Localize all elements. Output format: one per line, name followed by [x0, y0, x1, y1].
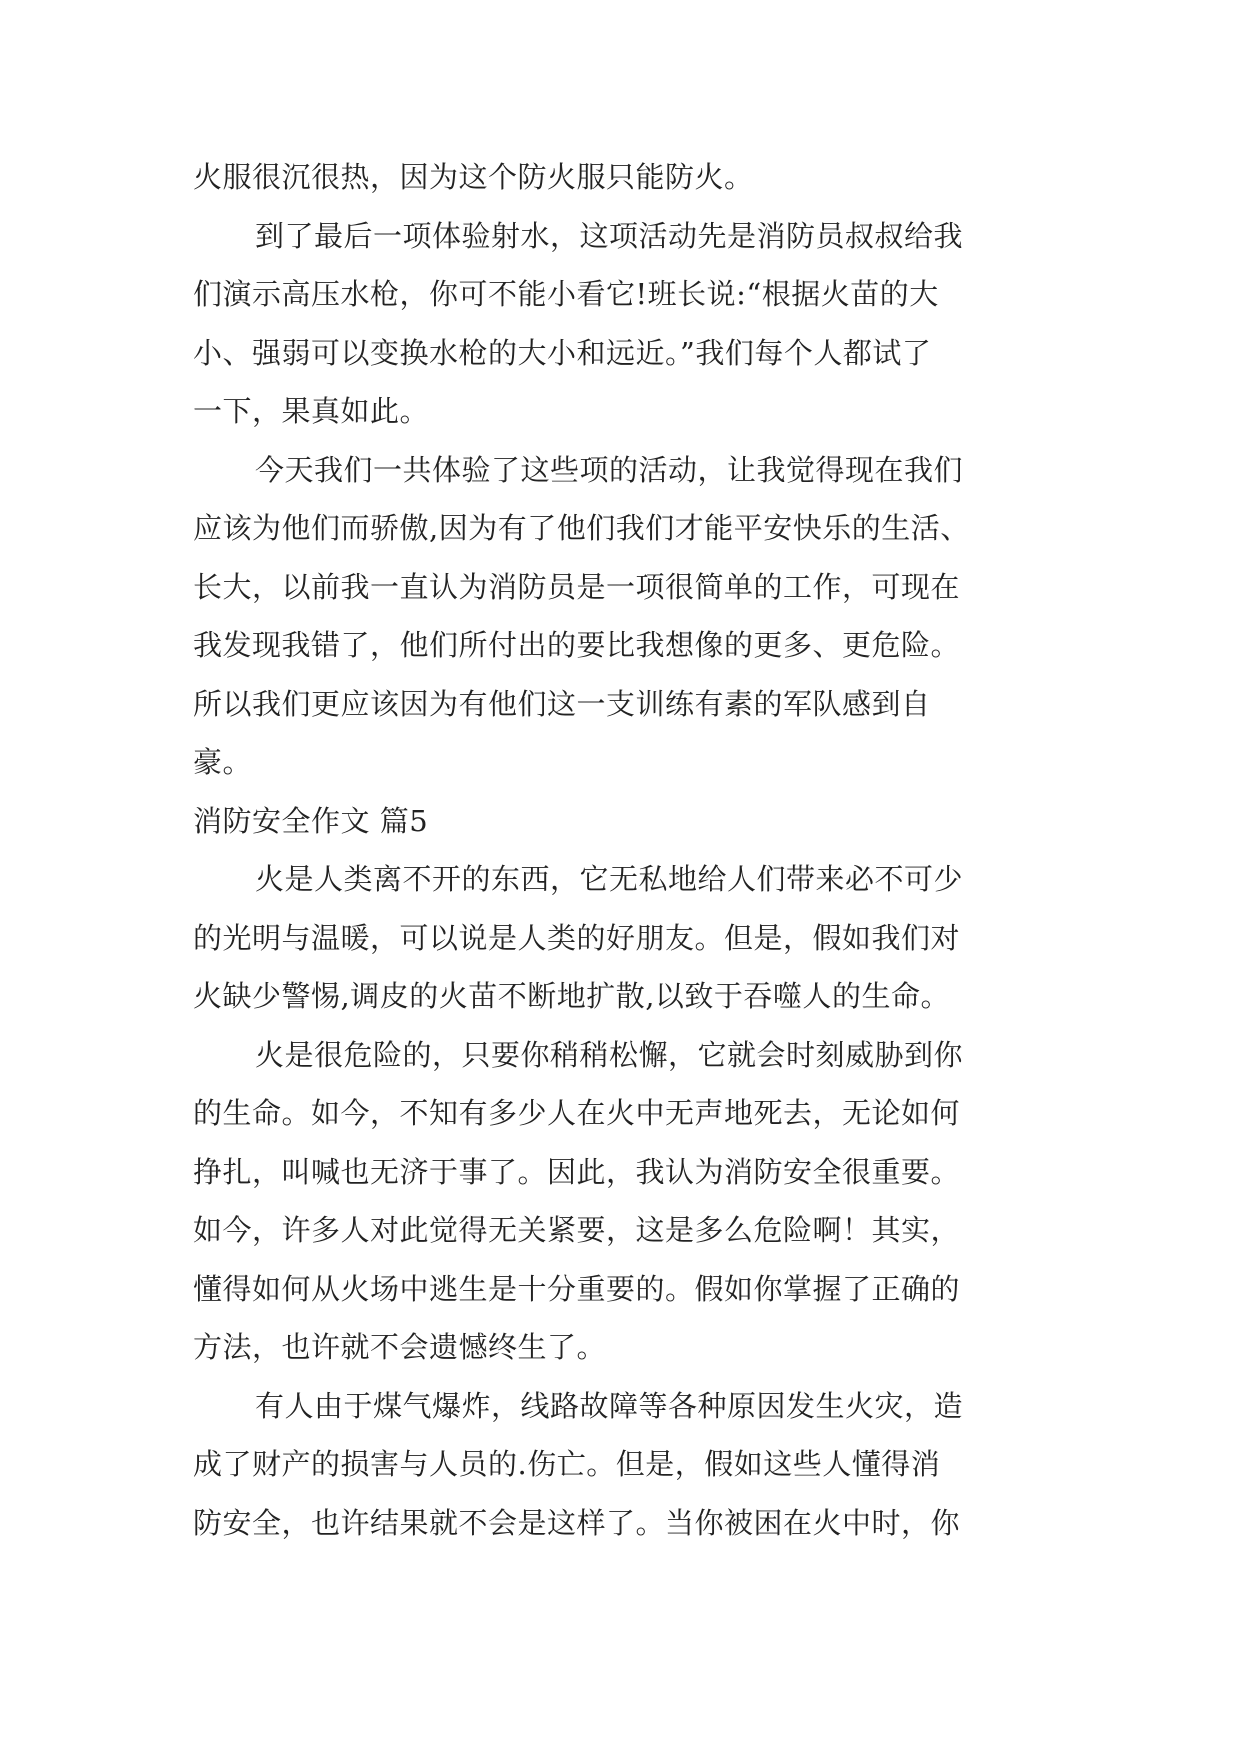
document-body [193, 148, 1063, 1552]
paragraph-first-line: 火是人类离不开的东西，它无私地给人们带来必不可少 [255, 862, 964, 896]
paragraph-first-line: 到了最后一项体验射水，这项活动先是消防员叔叔给我 [255, 218, 964, 253]
text-line: 长大，以前我一直认为消防员是一项很简单的工作，可现在 [193, 569, 961, 604]
text-line: 成了财产的损害与人员的.伤亡。但是，假如这些人懂得消 [193, 1447, 941, 1481]
text-line: 方法，也许就不会遗憾终生了。 [193, 1330, 607, 1364]
section-heading: 消防安全作文 篇5 [193, 803, 429, 838]
text-line: 懂得如何从火场中逃生是十分重要的。假如你掌握了正确的 [193, 1271, 961, 1306]
text-line: 的生命。如今，不知有多少人在火中无声地死去，无论如何 [193, 1096, 961, 1130]
text-line: 一下，果真如此。 [193, 394, 430, 428]
text-line: 所以我们更应该因为有他们这一支训练有素的军队感到自 [193, 686, 931, 721]
text-line: 我发现我错了，他们所付出的要比我想像的更多、更危险。 [193, 628, 961, 662]
text-line: 小、强弱可以变换水枪的大小和远近。”我们每个人都试了 [193, 335, 932, 370]
text-line: 防安全，也许结果就不会是这样了。当你被困在火中时，你 [193, 1505, 961, 1540]
text-line: 火缺少警惕,调皮的火苗不断地扩散,以致于吞噬人的生命。 [193, 979, 950, 1013]
paragraph-first-line: 火是很危险的，只要你稍稍松懈，它就会时刻威胁到你 [255, 1037, 964, 1072]
text-line: 们演示高压水枪，你可不能小看它!班长说:“根据火苗的大 [193, 277, 939, 311]
text-line: 挣扎，叫喊也无济于事了。因此，我认为消防安全很重要。 [193, 1154, 961, 1189]
text-line: 的光明与温暖，可以说是人类的好朋友。但是，假如我们对 [193, 920, 961, 955]
paragraph-first-line: 有人由于煤气爆炸，线路故障等各种原因发生火灾，造 [255, 1388, 964, 1423]
text-line: 火服很沉很热，因为这个防火服只能防火。 [193, 160, 754, 194]
text-line: 如今，许多人对此觉得无关紧要，这是多么危险啊！其实， [193, 1213, 961, 1247]
text-line: 豪。 [193, 745, 253, 779]
paragraph-first-line: 今天我们一共体验了这些项的活动，让我觉得现在我们 [255, 452, 964, 487]
text-line: 应该为他们而骄傲,因为有了他们我们才能平安快乐的生活、 [193, 511, 970, 545]
